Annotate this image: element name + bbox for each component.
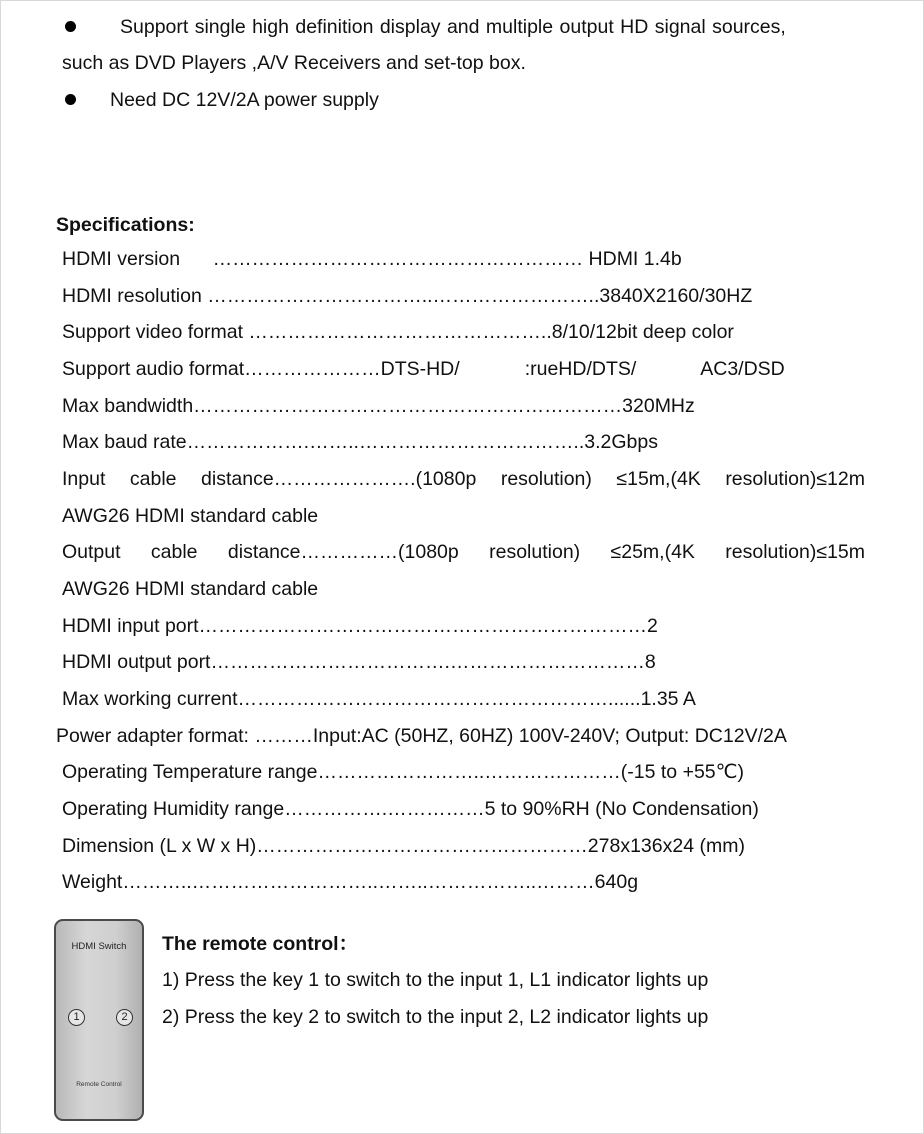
bullet-dot <box>65 94 76 105</box>
spec-word: cable <box>150 541 198 563</box>
remote-device-label: HDMI Switch <box>71 941 127 952</box>
remote-control-image <box>54 919 144 1121</box>
spec-word: resolution)≤15m <box>725 541 865 563</box>
spec-weight: Weight………..………………………..……..……………..………640g <box>62 871 639 893</box>
spec-word: ≤25m,(4K <box>610 541 695 563</box>
remote-button-2: 2 <box>116 1009 133 1026</box>
spec-word: cable <box>129 468 177 490</box>
spec-dimension: Dimension (L x W x H)……………………………………………278x136x24 (mm) <box>62 835 745 857</box>
spec-hdmi-resolution: HDMI resolution ……………………………..……………………..3840X2160/30HZ <box>62 285 753 307</box>
spec-word: distance………………….(1080p <box>201 468 477 490</box>
spec-output-distance <box>62 540 865 564</box>
spec-video-format: Support video format ………………………………………..8/10/12bit deep color <box>62 321 734 343</box>
spec-audio-format: Support audio format…………………DTS-HD/ :rueHD/DTS/ AC3/DSD <box>62 358 785 380</box>
spec-bandwidth: Max bandwidth…………………………………………………………320MHz <box>62 395 695 417</box>
feature-1-line-2: such as DVD Players ,A/V Receivers and set-top box. <box>62 52 526 74</box>
specs-heading: Specifications: <box>56 214 195 236</box>
remote-device-bottom-label: Remote Control <box>76 1081 122 1088</box>
spec-power-adapter: Power adapter format: ………Input:AC (50HZ, 60HZ) 100V-240V; Output: DC12V/2A <box>56 725 787 747</box>
spec-output-port: HDMI output port……………………………….…………………………8 <box>62 651 656 673</box>
remote-heading: The remote control： <box>162 933 359 955</box>
spec-baud-rate: Max baud rate……………….……..……………………………..3.2Gbps <box>62 431 658 453</box>
spec-word: resolution) <box>489 541 581 563</box>
remote-button-1: 1 <box>68 1009 85 1026</box>
spec-temperature: Operating Temperature range……………………..…………………(-15 to +55℃) <box>62 761 745 783</box>
remote-step-1: 1) Press the key 1 to switch to the input 1, L1 indicator lights up <box>162 969 709 991</box>
spec-humidity: Operating Humidity range…………….……………5 to 90%RH (No Condensation) <box>62 798 759 820</box>
spec-word: resolution) <box>500 468 592 490</box>
bullet-dot <box>65 21 76 32</box>
spec-word: resolution)≤12m <box>725 468 865 490</box>
spec-input-distance-cont: AWG26 HDMI standard cable <box>62 505 319 527</box>
remote-step-2: 2) Press the key 2 to switch to the input 2, L2 indicator lights up <box>162 1006 709 1028</box>
spec-input-distance <box>62 467 865 491</box>
feature-1-line-1 <box>120 15 865 39</box>
spec-output-distance-cont: AWG26 HDMI standard cable <box>62 578 319 600</box>
spec-word: ≤15m,(4K <box>616 468 701 490</box>
spec-working-current: Max working current…………………………………………………......1.35 A <box>62 688 696 710</box>
feature-1-text: Support single high definition display and multiple output HD signal sources, <box>120 16 786 38</box>
spec-word: distance……………(1080p <box>227 541 459 563</box>
spec-word: Input <box>62 468 106 490</box>
spec-input-port: HDMI input port……………………………………………………………2 <box>62 615 658 637</box>
spec-word: Output <box>62 541 121 563</box>
spec-hdmi-version: HDMI version ………………………………………………… HDMI 1.4b <box>62 248 682 270</box>
feature-2: Need DC 12V/2A power supply <box>110 89 379 111</box>
